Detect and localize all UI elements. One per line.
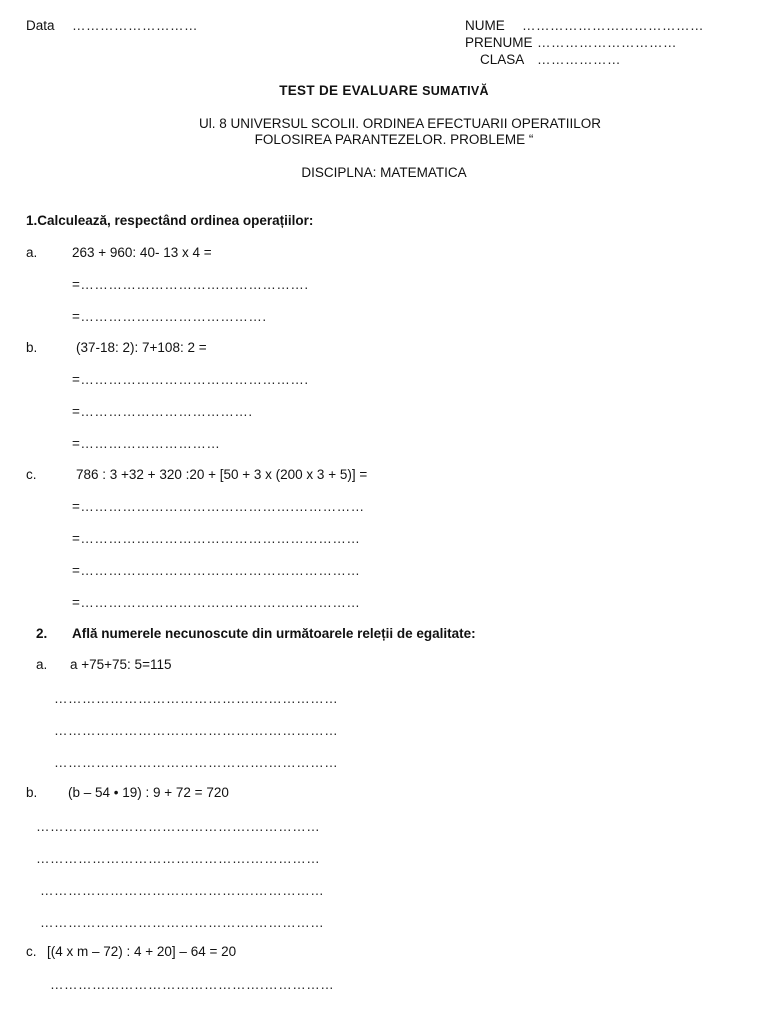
ex2-b-label: b. bbox=[26, 785, 38, 800]
ex1-c-answer-line-3[interactable]: =…………………………………………………… bbox=[72, 563, 361, 578]
ex2-c-label: c. bbox=[26, 944, 37, 959]
ex1-c-answer-line-1[interactable]: =……………………………………….…………… bbox=[72, 499, 365, 514]
ex1-c-answer-line-2[interactable]: =…………………………………………………… bbox=[72, 531, 361, 546]
ex1-b-answer-line-1[interactable]: =…………………………………………. bbox=[72, 372, 309, 387]
ex1-heading: 1.Calculează, respectând ordinea operațiilor: bbox=[26, 213, 314, 228]
discipline: DISCIPLNA: MATEMATICA bbox=[301, 165, 467, 180]
ex2-a-answer-line-2[interactable]: ……………………………………….…………… bbox=[54, 723, 339, 738]
ex2-a-label: a. bbox=[36, 657, 48, 672]
ex2-number: 2. bbox=[36, 626, 48, 641]
ex1-c-answer-line-4[interactable]: =…………………………………………………… bbox=[72, 595, 361, 610]
ex1-a-answer-line-2[interactable]: =…………………………………. bbox=[72, 309, 267, 324]
unit-line-1: Ul. 8 UNIVERSUL SCOLII. ORDINEA EFECTUARII OPERATIILOR bbox=[198, 116, 602, 131]
ex2-b-answer-line-3[interactable]: ……………………………………….…………… bbox=[40, 883, 325, 898]
ex1-c-expression: 786 : 3 +32 + 320 :20 + [50 + 3 x (200 x 3 + 5)] = bbox=[76, 467, 368, 482]
date-field[interactable]: ……………………… bbox=[72, 18, 198, 33]
ex2-a-answer-line-1[interactable]: ……………………………………….…………… bbox=[54, 691, 339, 706]
ex1-c-label: c. bbox=[26, 467, 37, 482]
ex2-b-expression: (b – 54 • 19) : 9 + 72 = 720 bbox=[68, 785, 229, 800]
ex2-b-answer-line-2[interactable]: ……………………………………….…………… bbox=[36, 851, 321, 866]
nume-label: NUME bbox=[465, 18, 505, 33]
ex1-b-label: b. bbox=[26, 340, 38, 355]
ex2-a-expression: a +75+75: 5=115 bbox=[70, 657, 172, 672]
test-title-main: TEST DE EVALUARE bbox=[279, 83, 418, 98]
ex2-c-expression: [(4 x m – 72) : 4 + 20] – 64 = 20 bbox=[47, 944, 237, 959]
test-title bbox=[0, 83, 768, 98]
ex1-a-expression: 263 + 960: 40- 13 x 4 = bbox=[72, 245, 212, 260]
prenume-field[interactable]: ………………………… bbox=[537, 35, 677, 50]
ex1-a-answer-line-1[interactable]: =…………………………………………. bbox=[72, 277, 309, 292]
clasa-field[interactable]: ……………… bbox=[537, 52, 621, 67]
ex2-b-answer-line-4[interactable]: ……………………………………….…………… bbox=[40, 915, 325, 930]
ex1-b-answer-line-2[interactable]: =………………………………. bbox=[72, 404, 253, 419]
date-label: Data bbox=[26, 18, 55, 33]
clasa-label: CLASA bbox=[480, 52, 525, 67]
ex2-c-answer-line-1[interactable]: ……………………………………….…………… bbox=[50, 977, 335, 992]
ex1-b-answer-line-3[interactable]: =………………………… bbox=[72, 436, 221, 451]
test-title-sumativa: SUMATIVĂ bbox=[422, 84, 489, 98]
ex2-a-answer-line-3[interactable]: ……………………………………….…………… bbox=[54, 755, 339, 770]
ex1-a-label: a. bbox=[26, 245, 38, 260]
ex2-b-answer-line-1[interactable]: ……………………………………….…………… bbox=[36, 819, 321, 834]
ex2-heading: Află numerele necunoscute din următoarele releții de egalitate: bbox=[72, 626, 476, 641]
unit-line-2: FOLOSIREA PARANTEZELOR. PROBLEME “ bbox=[254, 132, 534, 147]
ex1-b-expression: (37-18: 2): 7+108: 2 = bbox=[76, 340, 207, 355]
prenume-label: PRENUME bbox=[465, 35, 533, 50]
nume-field[interactable]: ………………………………… bbox=[522, 18, 704, 33]
